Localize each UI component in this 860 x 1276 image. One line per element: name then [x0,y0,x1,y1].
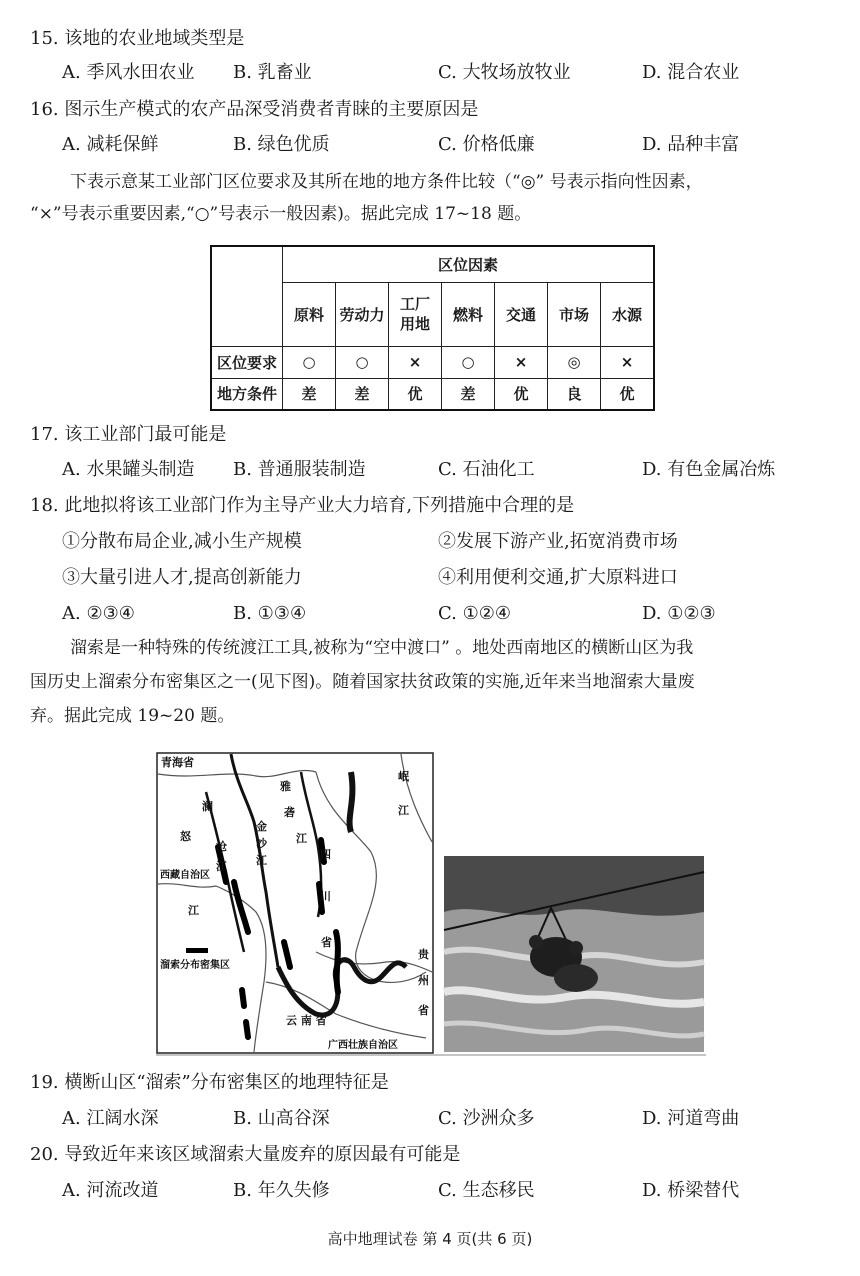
map-label-jinsha: 金 [256,820,267,833]
q15-option-d: D. 混合农业 [642,62,740,83]
table-col-header: 市场 [548,282,601,346]
q16-option-d: D. 品种丰富 [642,134,740,155]
intro-paragraph-17-18 [30,170,830,226]
map-label-yalong: 砻 [284,806,295,819]
intro-line: 下表示意某工业部门区位要求及其所在地的地方条件比较（“◎” 号表示指向性因素， [70,172,703,192]
table-col-header [389,282,442,346]
table-cell: 优 [601,378,655,410]
q15-option-a: A. 季风水田农业 [62,62,195,83]
intro-line: 弃。据此完成 19~20 题。 [30,706,235,726]
location-factor-table [210,245,655,411]
q15-option-c: C. 大牧场放牧业 [438,62,571,83]
q20-option-c: C. 生态移民 [438,1180,535,1201]
q16-option-a: A. 减耗保鲜 [62,134,159,155]
q19-option-b: B. 山高谷深 [233,1108,330,1129]
table-corner-cell [211,246,283,346]
map-label-sichuan: 四 [320,848,331,861]
q20-option-a: A. 河流改道 [62,1180,159,1201]
map-label-guizhou: 贵 [418,948,429,961]
table-col-header-text: 工厂用地 [399,295,430,333]
intro-line: 国历史上溜索分布密集区之一(见下图)。随着国家扶贫政策的实施,近年来当地溜索大量废 [30,672,695,692]
table-col-header: 燃料 [442,282,495,346]
q18-item-3: ③大量引进人才,提高创新能力 [62,567,302,588]
q19-option-d: D. 河道弯曲 [642,1108,740,1129]
q17-option-c: C. 石油化工 [438,459,535,480]
table-cell: ○ [336,346,389,378]
q18-option-a: A. ②③④ [62,603,135,624]
table-col-header: 交通 [495,282,548,346]
map-label-min: 江 [398,804,409,817]
table-cell: × [389,346,442,378]
page-footer: 高中地理试卷 第 4 页(共 6 页) [327,1230,533,1248]
table-cell: 差 [336,378,389,410]
map-label-qinghai: 青海省 [161,756,194,769]
hengduan-map-figure [156,752,706,1056]
map-label-min: 岷 [398,770,409,783]
table-cell: ◎ [548,346,601,378]
map-label-lancang: 沧 [216,840,227,853]
table-cell: 差 [442,378,495,410]
legend-swatch [186,948,208,953]
table-col-header: 原料 [283,282,336,346]
intro-line: “×”号表示重要因素,“○”号表示一般因素)。据此完成 17~18 题。 [30,204,532,224]
q16-option-c: C. 价格低廉 [438,134,535,155]
legend-label: 溜索分布密集区 [160,960,230,971]
map-label-sichuan: 省 [321,936,332,949]
map-label-xizang: 西藏自治区 [160,870,210,881]
map-label-lancang: 澜 [202,800,213,813]
map-label-yalong: 雅 [280,780,291,793]
map-label-guangxi: 广西壮族自治区 [328,1040,398,1051]
table-col-header: 劳动力 [336,282,389,346]
table-row-label: 区位要求 [211,346,283,378]
q17-option-a: A. 水果罐头制造 [62,459,195,480]
map-label-yunnan: 云 南 省 [286,1014,327,1027]
q18-item-1: ①分散布局企业,减小生产规模 [62,531,302,552]
map-frame [157,753,433,1053]
figure-map-and-photo [156,752,706,1056]
table-cell: × [601,346,655,378]
q16-option-b: B. 绿色优质 [233,134,330,155]
intro-line: 溜索是一种特殊的传统渡江工具,被称为“空中渡口” 。地处西南地区的横断山区为我 [70,638,694,658]
question-18-stem: 18. 此地拟将该工业部门作为主导产业大力培育,下列措施中合理的是 [30,495,575,516]
map-label-jinsha: 沙 [256,837,267,850]
q17-option-b: B. 普通服装制造 [233,459,366,480]
map-label-nu: 江 [188,904,199,917]
map-label-sichuan: 川 [320,890,331,903]
q18-item-4: ④利用便利交通,扩大原料进口 [438,567,678,588]
table-cell: 优 [495,378,548,410]
q17-option-d: D. 有色金属冶炼 [642,459,776,480]
question-15-stem: 15. 该地的农业地域类型是 [30,28,245,49]
q18-option-c: C. ①②④ [438,603,511,624]
q15-option-b: B. 乳畜业 [233,62,312,83]
map-label-yalong: 江 [296,832,307,845]
map-label-guizhou: 省 [418,1004,429,1017]
intro-paragraph-19-20 [30,636,830,728]
map-label-jinsha: 江 [256,854,267,867]
map-label-guizhou: 州 [418,974,429,987]
map-label-lancang: 江 [216,860,227,873]
question-19-stem: 19. 横断山区“溜索”分布密集区的地理特征是 [30,1072,389,1093]
table-cell: 差 [283,378,336,410]
table-cell: × [495,346,548,378]
table-cell: 优 [389,378,442,410]
table-cell: ○ [283,346,336,378]
q18-option-d: D. ①②③ [642,603,716,624]
q20-option-b: B. 年久失修 [233,1180,330,1201]
table-col-header: 水源 [601,282,655,346]
table-cell: ○ [442,346,495,378]
q19-option-c: C. 沙洲众多 [438,1108,535,1129]
map-label-nu: 怒 [180,830,191,843]
table-row-label: 地方条件 [211,378,283,410]
q19-option-a: A. 江阔水深 [62,1108,159,1129]
question-17-stem: 17. 该工业部门最可能是 [30,424,227,445]
q20-option-d: D. 桥梁替代 [642,1180,740,1201]
question-16-stem: 16. 图示生产模式的农产品深受消费者青睐的主要原因是 [30,99,479,120]
question-20-stem: 20. 导致近年来该区域溜索大量废弃的原因最有可能是 [30,1144,461,1165]
zipline-photo [444,856,704,1052]
table-cell: 良 [548,378,601,410]
table-group-header: 区位因素 [283,246,655,282]
q18-option-b: B. ①③④ [233,603,307,624]
q18-item-2: ②发展下游产业,拓宽消费市场 [438,531,678,552]
